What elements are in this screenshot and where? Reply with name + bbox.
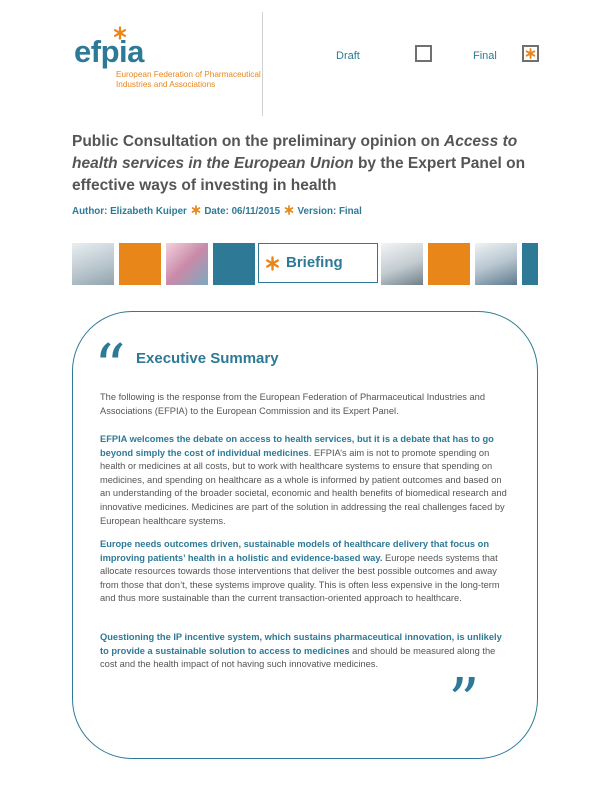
draft-label: Draft — [336, 50, 360, 62]
doctor-photo-tile — [475, 243, 517, 285]
orange-tile-right — [428, 243, 470, 285]
document-meta — [72, 205, 362, 217]
executive-summary-heading: Executive Summary — [136, 350, 279, 367]
summary-paragraph-3: Questioning the IP incentive system, which sustains pharmaceutical innovation, is unlikely to provide a sustainable solution to access to medicines and should be measured along the cost and the health impact of not having such innovative medicines. — [100, 632, 502, 670]
summary-paragraph-1: EFPIA welcomes the debate on access to health services, but it is a debate that has to go beyond simply the cost of individual medicines. EFPIA’s aim is not to promote spending on health or medicines at all costs, but to work with healthcare systems to ensure that spending on medicines, and spending on healthcare as a whole is informed by patient outcomes and based on an understanding of the broader societal, economic and health benefits of biomedical research and innovative medicines. Medicines are part of the solution in addressing the real challenges faced by European healthcare systems. — [100, 434, 507, 526]
asterisk-check-icon — [525, 48, 536, 59]
briefing-label: Briefing — [286, 254, 343, 271]
document-title: Public Consultation on the preliminary opinion on Access to health services in the European Union by the Expert Panel on effective ways of investing in health — [72, 133, 526, 194]
header-divider — [262, 12, 263, 116]
draft-checkbox[interactable] — [415, 45, 432, 62]
briefing-label-box — [258, 243, 378, 283]
teal-tile-right — [522, 243, 538, 285]
author-label: Author: — [72, 206, 108, 217]
final-label: Final — [473, 50, 497, 62]
asterisk-separator-icon — [191, 205, 201, 215]
asterisk-separator-icon — [284, 205, 294, 215]
version-label: Version: — [297, 206, 337, 217]
open-quote-icon: “ — [94, 330, 126, 403]
asterisk-icon — [265, 256, 280, 271]
orange-tile — [119, 243, 161, 285]
date-label: Date: — [204, 206, 229, 217]
briefing-banner — [72, 243, 538, 285]
close-quote-icon: ” — [448, 664, 480, 737]
teal-tile — [213, 243, 255, 285]
date-value: 06/11/2015 — [231, 206, 281, 217]
petri-dish-photo-tile — [166, 243, 208, 285]
lab-photo-tile — [72, 243, 114, 285]
final-checkbox[interactable] — [522, 45, 539, 62]
logo-tagline-line-1: European Federation of Pharmaceutical — [116, 70, 261, 79]
efpia-logo: efpia — [74, 34, 144, 69]
version-value: Final — [338, 206, 362, 217]
microscope-photo-tile — [381, 243, 423, 285]
logo-tagline-line-2: Industries and Associations — [116, 80, 216, 89]
summary-intro: The following is the response from the European Federation of Pharmaceutical Industries and Associations (EFPIA) to the European Commission and its Expert Panel. — [100, 392, 486, 416]
author-value: Elizabeth Kuiper — [110, 206, 187, 217]
summary-paragraph-2: Europe needs outcomes driven, sustainable models of healthcare delivery that focus on improving patients’ health in a holistic and evidence-based way. Europe needs systems that allocate resources towards those interventions that deliver the best possible outcomes and away from those that don’t, these systems improve quality. This is often less expensive in the long-term and thus more sustainable than the current transaction-oriented approach to healthcare. — [100, 539, 500, 604]
